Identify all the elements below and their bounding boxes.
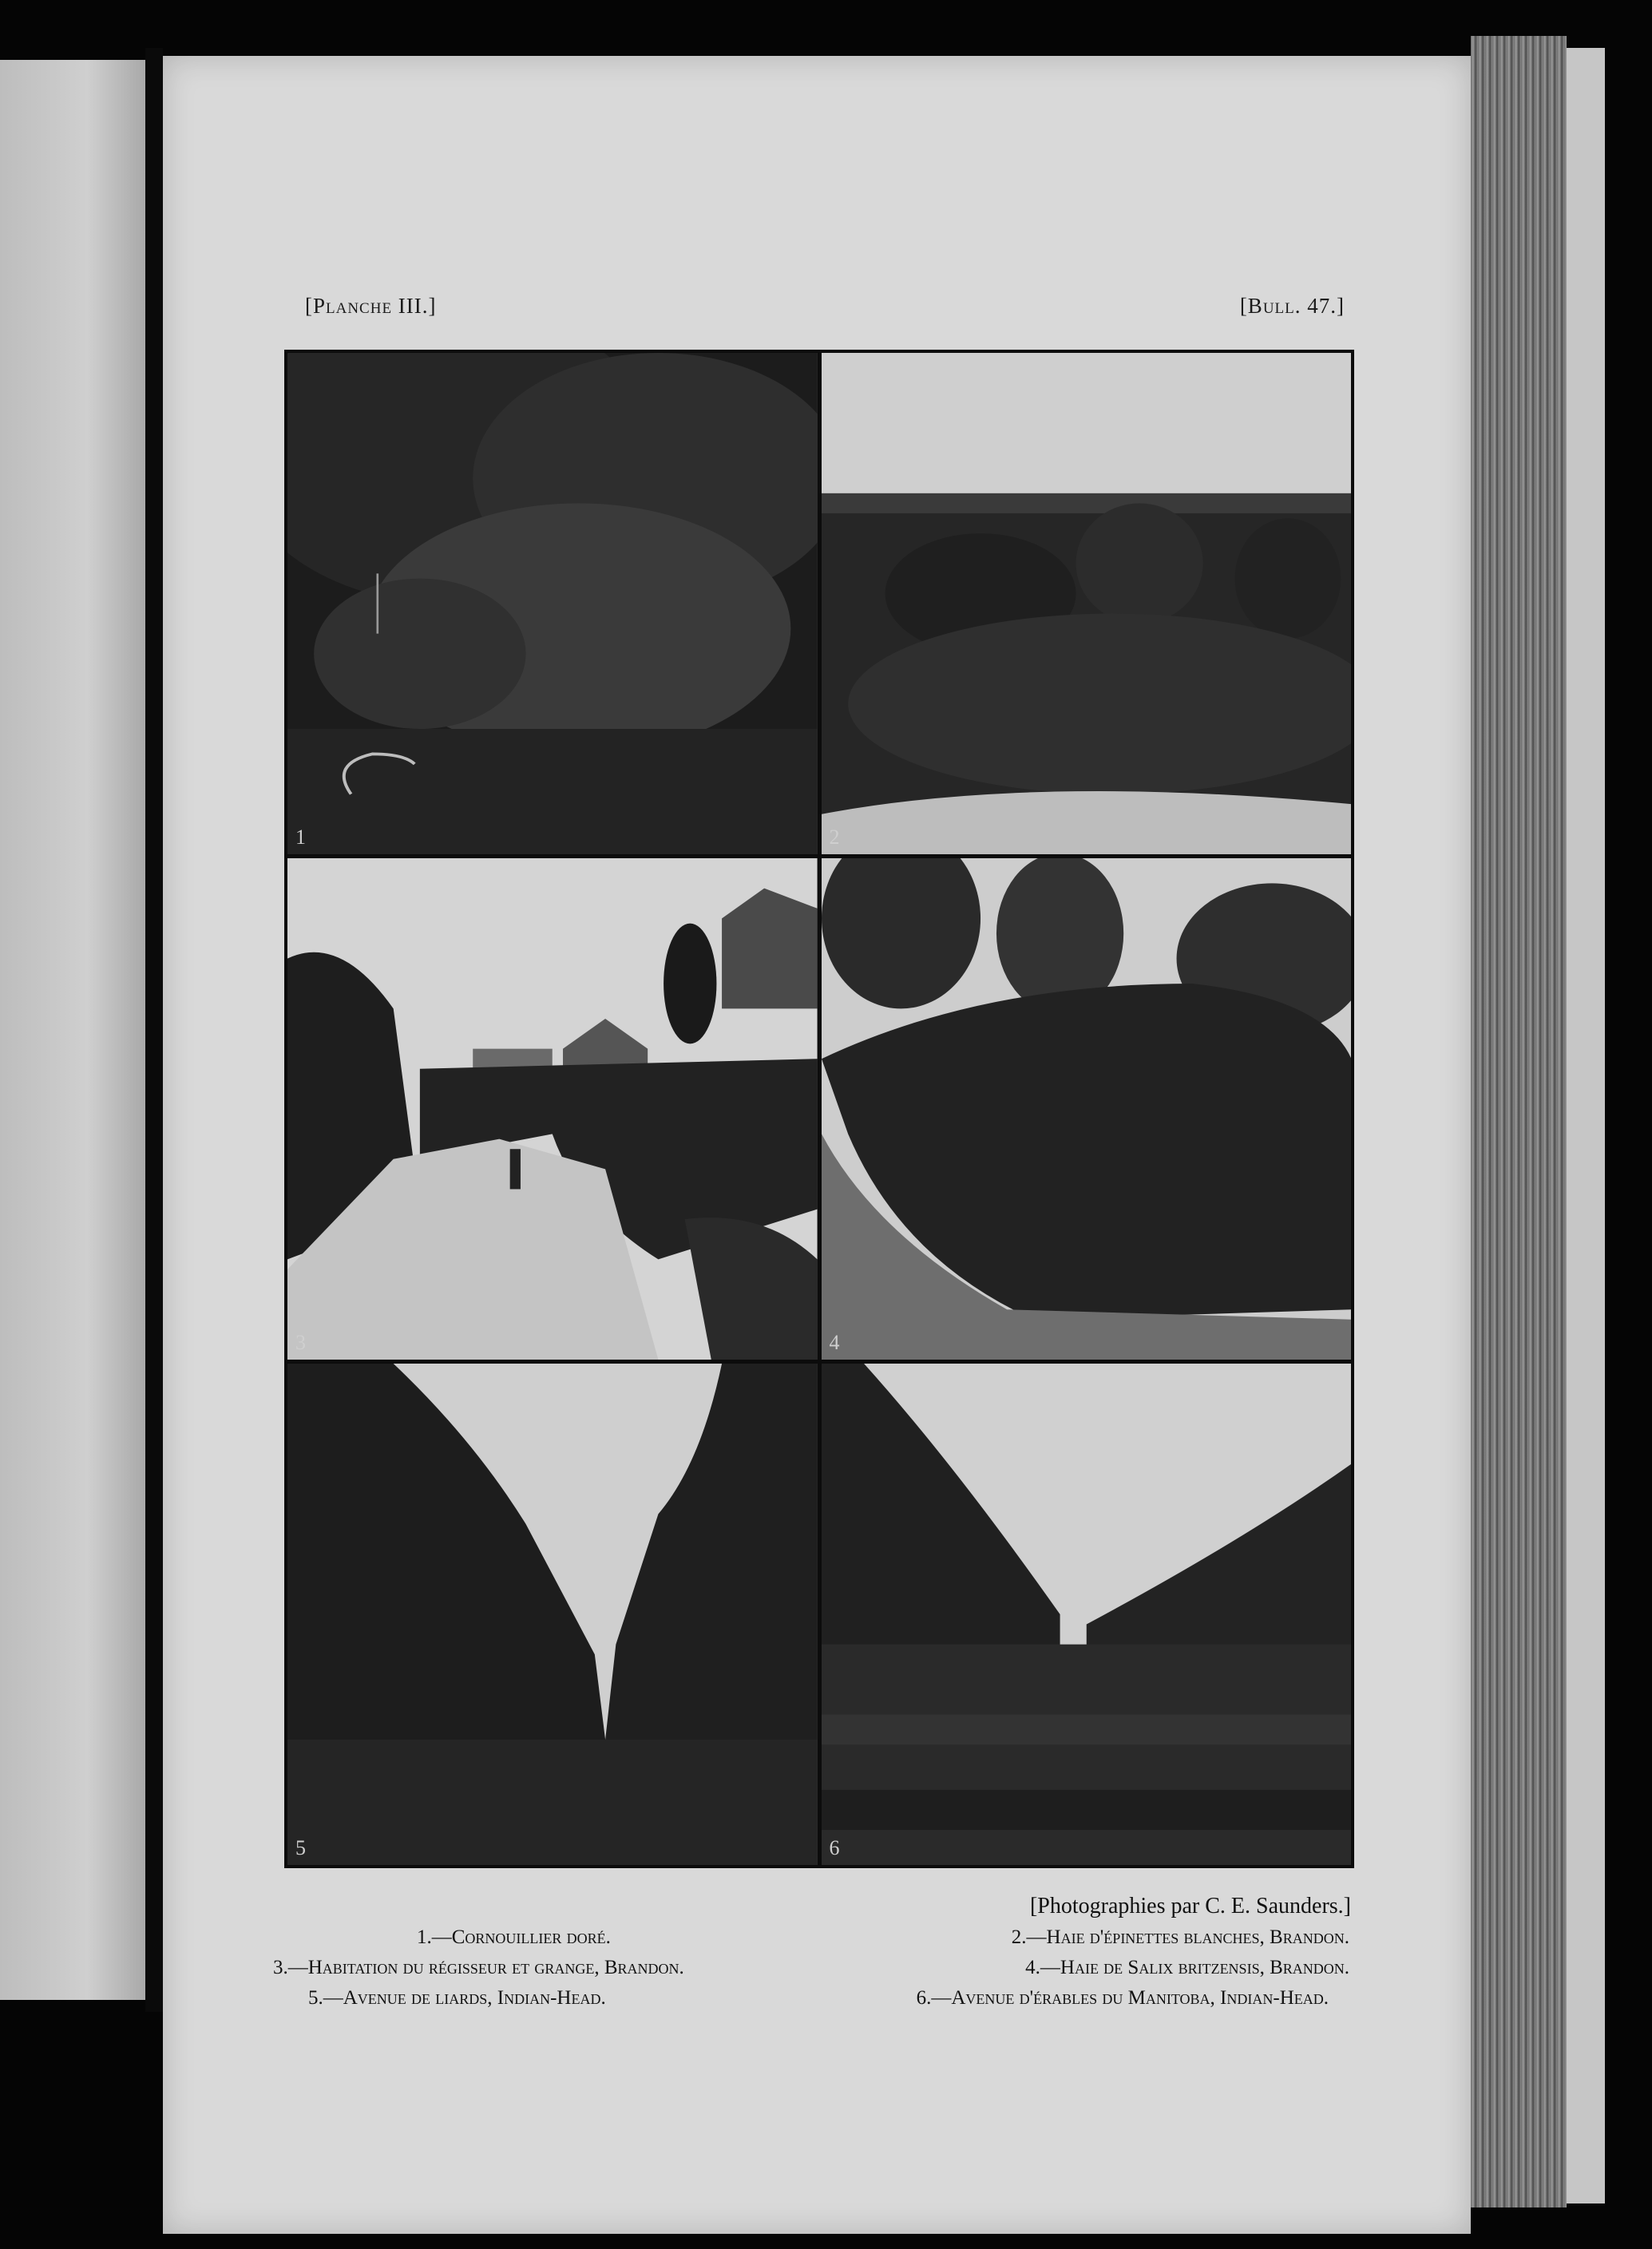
caption-5: 5.—Avenue de liards, Indian-Head.: [308, 1987, 606, 2009]
photo-6-image: [822, 1364, 1352, 1865]
caption-3: 3.—Habitation du régisseur et grange, Brandon.: [273, 1957, 684, 1978]
caption-1: 1.—Cornouillier doré.: [417, 1926, 611, 1948]
photo-1-image: [287, 353, 818, 854]
photo-6-number: 6: [829, 1836, 840, 1859]
plate-captions: [163, 1922, 1471, 2013]
caption-6: 6.—Avenue d'érables du Manitoba, Indian-Head.: [916, 1987, 1329, 2009]
photo-credit: [Photographies par C. E. Saunders.]: [1029, 1894, 1351, 1918]
left-page-edge: [0, 60, 145, 2000]
photo-5-number: 5: [295, 1836, 306, 1859]
book-page: [163, 56, 1471, 2234]
photo-6: [822, 1364, 1352, 1865]
photo-4: [822, 858, 1352, 1360]
photo-2-image: [822, 353, 1352, 854]
photo-3-number: 3: [295, 1331, 306, 1354]
photo-4-image: [822, 858, 1352, 1360]
book-gutter: [145, 48, 163, 2012]
photo-plate-grid: [284, 350, 1354, 1868]
photo-5: [287, 1364, 818, 1865]
photo-3: [287, 858, 818, 1360]
page-edges: [1471, 36, 1567, 2207]
photo-3-image: [287, 858, 818, 1360]
photo-1-number: 1: [295, 826, 306, 849]
plate-label: [Planche III.]: [305, 294, 437, 318]
back-cover-edge: [1567, 48, 1605, 2203]
caption-4: 4.—Haie de Salix britzensis, Brandon.: [1025, 1957, 1349, 1978]
caption-2: 2.—Haie d'épinettes blanches, Brandon.: [1011, 1926, 1349, 1948]
photo-2-number: 2: [829, 826, 840, 849]
photo-2: [822, 353, 1352, 854]
bulletin-label: [Bull. 47.]: [1239, 294, 1345, 318]
photo-1: [287, 353, 818, 854]
photo-4-number: 4: [829, 1331, 840, 1354]
photo-5-image: [287, 1364, 818, 1865]
